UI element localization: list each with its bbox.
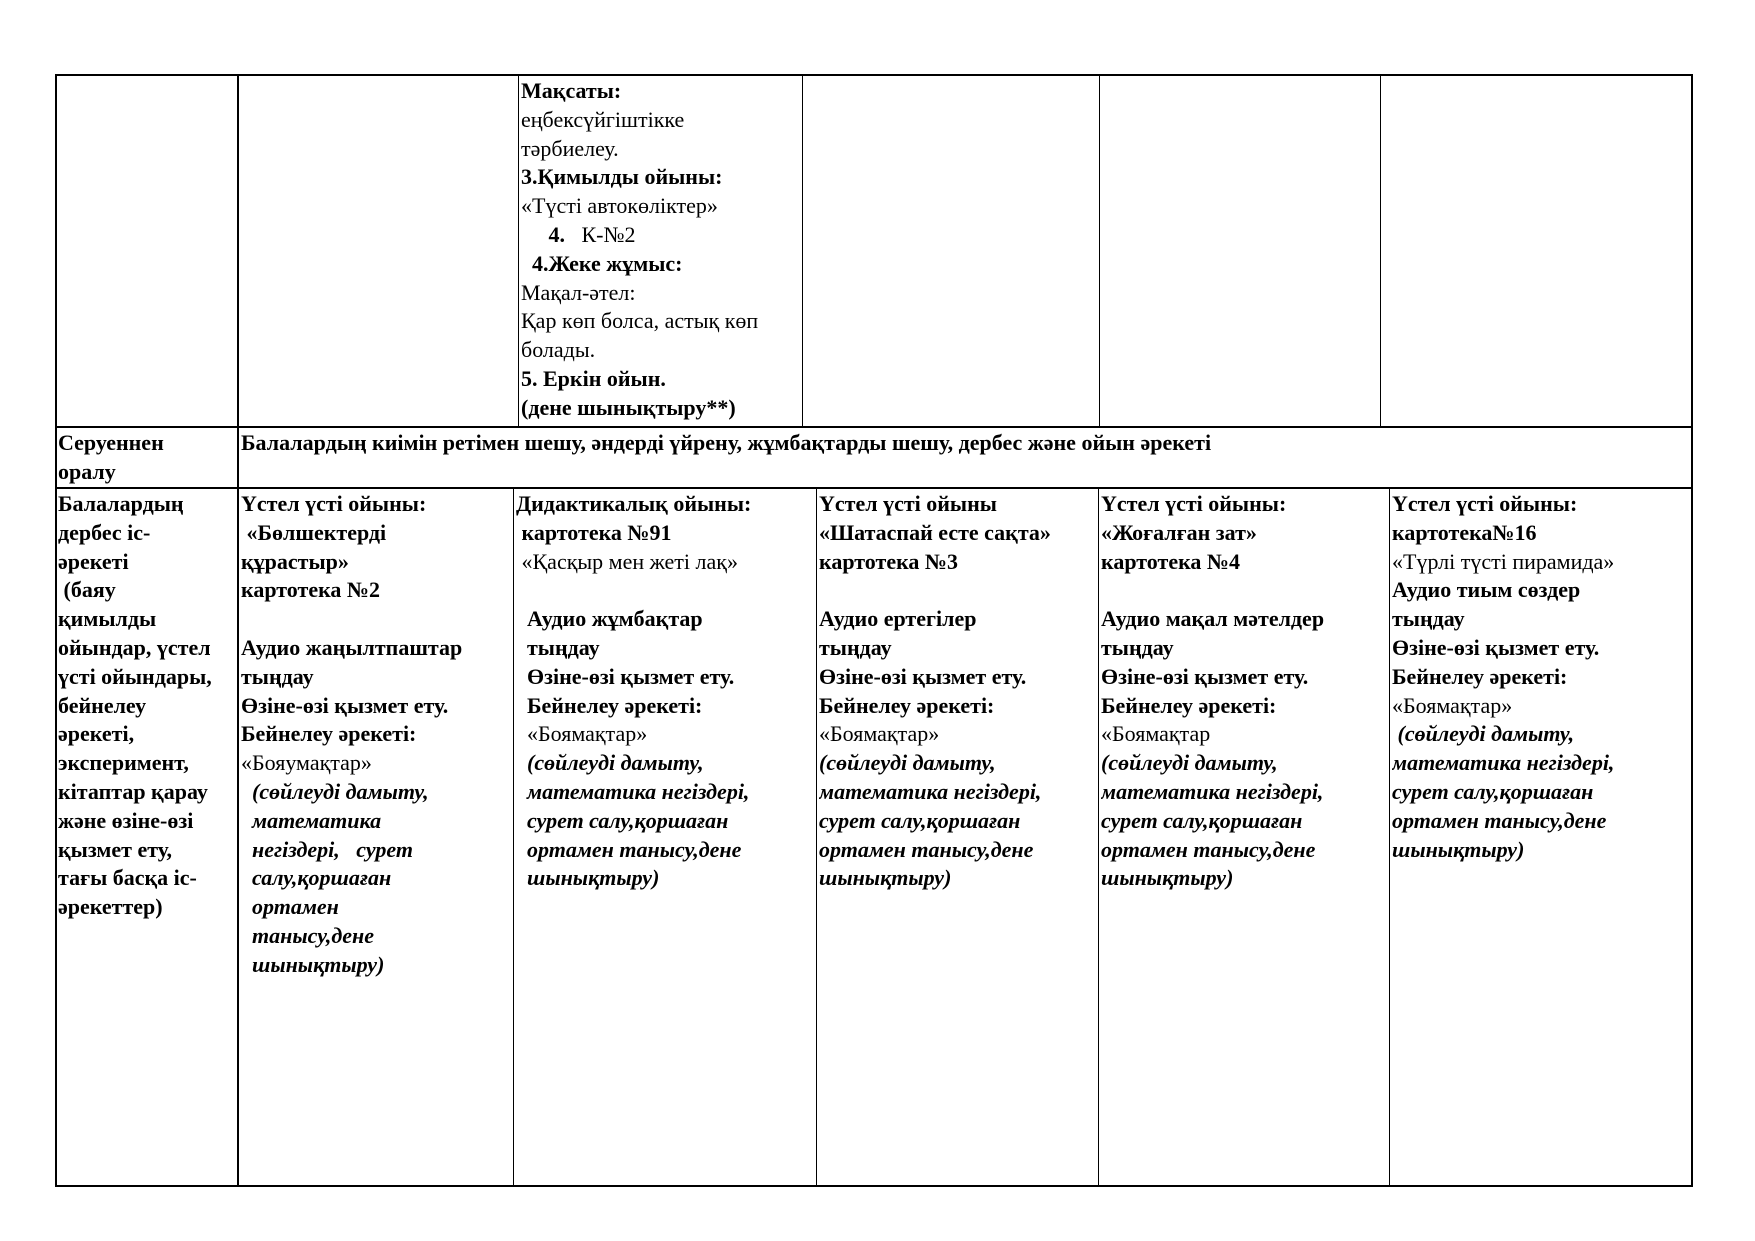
cell-line: Өзіне-өзі қызмет ету.	[241, 692, 449, 718]
activity-row-col4	[819, 490, 1096, 1184]
cell-line: сурет салу,қоршаған	[1101, 807, 1303, 833]
cell-line: тыңдау	[819, 634, 892, 660]
return-row-text: Балалардың киімін ретімен шешу, әндерді үйрену, жұмбақтарды шешу, дербес және ойын әрекеті	[241, 430, 1212, 455]
cell-line	[521, 221, 799, 250]
cell-line: картотека №3	[819, 548, 959, 574]
cell-line: эксперимент,	[58, 750, 189, 776]
cell-line: Балалардың	[58, 491, 184, 516]
cell-line: картотека№16	[1392, 519, 1537, 545]
cell-line: «Бояумақтар»	[241, 750, 372, 776]
cell-line: бейнелеу	[58, 692, 147, 718]
cell-line: қимылды	[58, 606, 157, 632]
row-divider-1	[55, 426, 1693, 428]
table-border-bottom	[55, 1185, 1693, 1187]
cell-line: қызмет ету,	[58, 836, 173, 862]
cell-line: Үстел үсті ойыны:	[1101, 491, 1287, 516]
cell-line: тыңдау	[241, 663, 314, 689]
cell-line: ортамен танысу,дене	[1392, 807, 1607, 833]
cell-line: үсті ойындары,	[58, 663, 212, 689]
cell-line: Аудио ертегілер	[819, 606, 977, 632]
table-border-top	[55, 74, 1693, 76]
col-divider-bot-2	[513, 488, 514, 1186]
col-divider-top-1	[237, 74, 239, 427]
cell-line: Үстел үсті ойыны:	[1392, 491, 1578, 516]
cell-line: сурет салу,қоршаған	[1392, 778, 1594, 804]
cell-line: Мақсаты:	[521, 78, 622, 103]
cell-line: картотека №4	[1101, 548, 1241, 574]
col-divider-bot-3	[816, 488, 817, 1186]
cell-line: (баяу	[58, 577, 116, 603]
cell-line: ортамен танысу,дене	[516, 836, 742, 862]
cell-line: Бейнелеу әрекеті:	[241, 721, 417, 747]
cell-line: ойындар, үстел	[58, 634, 211, 660]
cell-line: 4.Жеке жұмыс:	[521, 250, 683, 276]
cell-line: негіздері, сурет	[241, 836, 413, 862]
activity-row-col5	[1101, 490, 1387, 1184]
line-text: К-№2	[565, 221, 636, 247]
cell-line: шынықтыру)	[241, 951, 385, 977]
cell-line: 3.Қимылды ойыны:	[521, 164, 723, 190]
top-row-col3	[521, 77, 799, 425]
cell-line	[516, 576, 814, 605]
return-row-content	[241, 429, 1689, 487]
cell-line: шынықтыру)	[1392, 836, 1525, 862]
cell-line: (сөйлеуді дамыту,	[516, 750, 704, 776]
cell-line: Өзіне-өзі қызмет ету.	[516, 663, 735, 689]
col-divider-top-4	[1099, 74, 1100, 427]
activity-row-col6	[1392, 490, 1690, 1184]
cell-line: шынықтыру)	[819, 865, 952, 891]
col-divider-bot-4	[1098, 488, 1099, 1186]
cell-line: «Түсті автокөліктер»	[521, 193, 718, 219]
cell-line: ортамен танысу,дене	[1101, 836, 1316, 862]
col-divider-top-2	[518, 74, 519, 427]
cell-line: кітаптар қарау	[58, 778, 208, 804]
cell-line	[1101, 576, 1387, 605]
cell-line	[819, 576, 1096, 605]
cell-line: Өзіне-өзі қызмет ету.	[1101, 663, 1309, 689]
cell-line: салу,қоршаған	[241, 865, 392, 891]
cell-line: Аудио мақал мәтелдер	[1101, 606, 1325, 632]
cell-line: әрекеті,	[58, 721, 135, 747]
cell-line: Серуеннен	[58, 430, 164, 455]
cell-line: Мақал-әтел:	[521, 279, 636, 305]
cell-line: «Боямақтар»	[1392, 692, 1513, 718]
cell-line: «Жоғалған зат»	[1101, 519, 1257, 545]
cell-line: математика	[241, 807, 382, 833]
cell-line: шынықтыру)	[516, 865, 660, 891]
activity-row-col2	[241, 490, 511, 1184]
cell-line: «Қасқыр мен жеті лақ»	[516, 548, 738, 574]
return-row-label	[58, 429, 236, 487]
cell-line: «Боямақтар»	[516, 721, 648, 747]
col-divider-mid-1	[237, 427, 239, 488]
cell-line: және өзіне-өзі	[58, 807, 194, 833]
line-number: 4.	[521, 221, 565, 247]
cell-line: Бейнелеу әрекеті:	[516, 692, 703, 718]
cell-line: (сөйлеуді дамыту,	[819, 750, 996, 776]
cell-line: ортамен танысу,дене	[819, 836, 1034, 862]
cell-line: «Боямақтар»	[819, 721, 940, 747]
cell-line: картотека №91	[516, 519, 672, 545]
cell-line: Өзіне-өзі қызмет ету.	[819, 663, 1027, 689]
cell-line: болады.	[521, 337, 596, 363]
cell-line: еңбексүйгіштікке	[521, 106, 685, 132]
cell-line: (сөйлеуді дамыту,	[1101, 750, 1278, 776]
cell-line: 5. Еркін ойын.	[521, 365, 666, 391]
cell-line: әрекеттер)	[58, 894, 163, 920]
cell-line: шынықтыру)	[1101, 865, 1234, 891]
col-divider-bot-1	[237, 488, 239, 1186]
cell-line: математика негіздері,	[819, 778, 1042, 804]
cell-line: Дидактикалық ойыны:	[516, 491, 752, 516]
cell-line: «Боямақтар	[1101, 721, 1211, 747]
table-border-left	[55, 74, 57, 1187]
row-divider-2	[55, 487, 1693, 489]
cell-line: картотека №2	[241, 577, 381, 603]
cell-line: (сөйлеуді дамыту,	[241, 778, 429, 804]
cell-line: құрастыр»	[241, 548, 349, 574]
cell-line: математика негіздері,	[1392, 750, 1615, 776]
cell-line: дербес іс-	[58, 519, 151, 545]
cell-line	[241, 605, 511, 634]
cell-line: Үстел үсті ойыны:	[241, 491, 427, 516]
cell-line: Бейнелеу әрекеті:	[1392, 663, 1568, 689]
cell-line: математика негіздері,	[516, 778, 750, 804]
cell-line: Үстел үсті ойыны	[819, 491, 997, 516]
cell-line: (дене шынықтыру**)	[521, 394, 736, 420]
cell-line: ортамен	[241, 894, 339, 920]
cell-line: «Бөлшектерді	[241, 519, 387, 545]
cell-line: тыңдау	[1392, 606, 1465, 632]
cell-line: тағы басқа іс-	[58, 865, 197, 891]
activity-row-col3	[516, 490, 814, 1184]
activity-row-label	[58, 490, 236, 1184]
cell-line: сурет салу,қоршаған	[819, 807, 1021, 833]
cell-line: сурет салу,қоршаған	[516, 807, 729, 833]
cell-line: (сөйлеуді дамыту,	[1392, 721, 1575, 747]
cell-line: Қар көп болса, астық көп	[521, 308, 759, 334]
col-divider-top-3	[802, 74, 803, 427]
cell-line: Аудио тиым сөздер	[1392, 577, 1581, 603]
col-divider-top-5	[1380, 74, 1381, 427]
cell-line: Өзіне-өзі қызмет ету.	[1392, 634, 1600, 660]
cell-line: «Түрлі түсті пирамида»	[1392, 548, 1615, 574]
cell-line: тыңдау	[1101, 634, 1174, 660]
cell-line: «Шатаспай есте сақта»	[819, 519, 1051, 545]
cell-line: Бейнелеу әрекеті:	[1101, 692, 1277, 718]
cell-line: әрекеті	[58, 548, 129, 574]
cell-line: тәрбиелеу.	[521, 135, 619, 161]
cell-line: Аудио жұмбақтар	[516, 606, 703, 632]
cell-line: Бейнелеу әрекеті:	[819, 692, 995, 718]
cell-line: танысу,дене	[241, 922, 375, 948]
cell-line: оралу	[58, 458, 116, 484]
col-divider-bot-5	[1389, 488, 1390, 1186]
cell-line: тыңдау	[516, 634, 600, 660]
cell-line: Аудио жаңылтпаштар	[241, 634, 463, 660]
cell-line: математика негіздері,	[1101, 778, 1324, 804]
table-border-right	[1691, 74, 1693, 1187]
plan-table	[55, 74, 1693, 1187]
